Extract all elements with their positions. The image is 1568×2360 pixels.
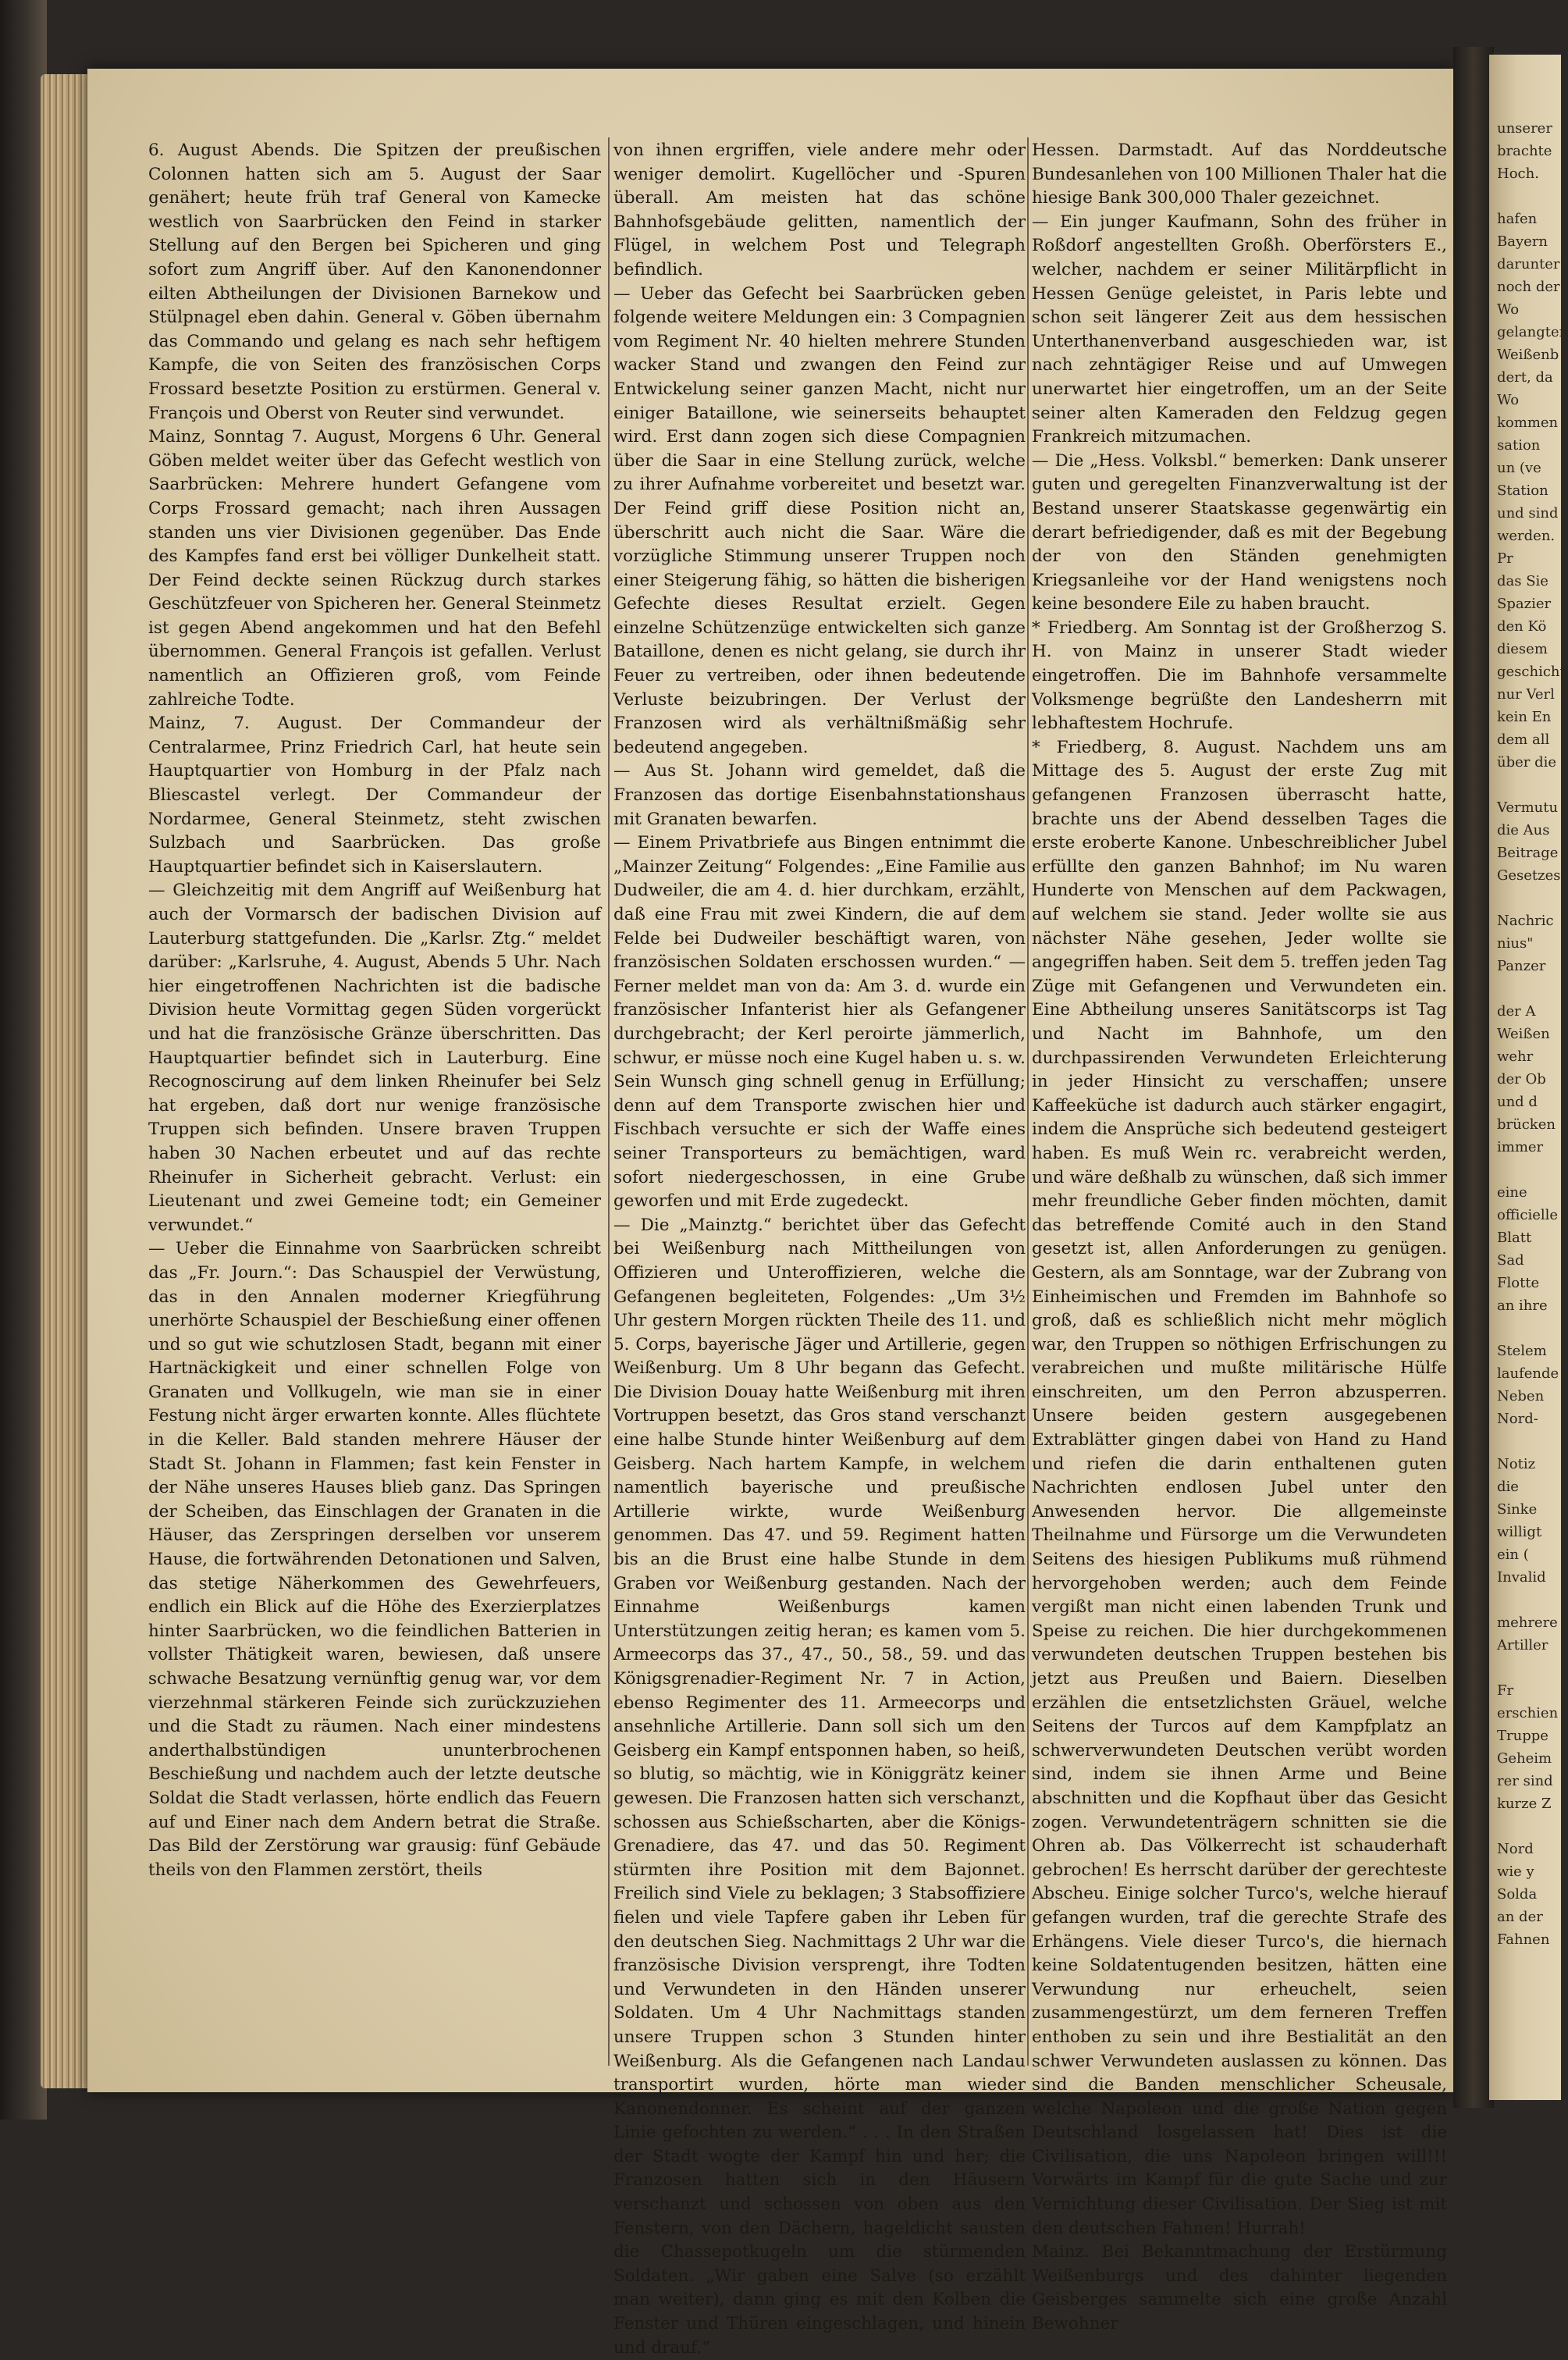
facing-page-fragment: über die — [1497, 754, 1557, 771]
facing-page-fragment: Sad — [1497, 1252, 1524, 1269]
article-paragraph: — Die „Hess. Volksbl.“ bemerken: Dank unserer guten und geregelten Finanzverwaltung ist der Bestand unserer Staatskasse gegenwärtig ein derart befriedigender, daß es mit der Begebung der von den Ständen genehmigten Kriegsanleihe vor der Hand wenigstens noch keine besondere Eile zu haben braucht. — [1032, 450, 1447, 614]
facing-page-fragment: unserer — [1497, 120, 1552, 137]
facing-page-fragment — [1497, 977, 1568, 1000]
article-paragraph: Mainz. Bei Bekanntmachung der Erstürmung Weißenburgs und des dahinter liegenden Geisberges sammelte sich eine große Anzahl Bewohner — [1032, 2242, 1447, 2334]
facing-page-fragment: Artiller — [1497, 1637, 1548, 1653]
facing-page-fragment: kein En — [1497, 709, 1552, 725]
book-gutter — [1453, 47, 1494, 2108]
facing-page-fragment: erschien — [1497, 1705, 1559, 1721]
facing-page-fragment: Geheim — [1497, 1750, 1552, 1767]
facing-page-fragment — [1497, 1589, 1568, 1611]
facing-page-fragment: der A — [1497, 1003, 1536, 1020]
article-paragraph: — Aus St. Johann wird gemeldet, daß die Franzosen das dortige Eisenbahnstationshaus mit Granaten bewarfen. — [613, 761, 1026, 829]
facing-page-fragment: laufende — [1497, 1365, 1559, 1382]
facing-page-fragment: nius" — [1497, 935, 1534, 952]
facing-page-fragment: an ihre — [1497, 1297, 1548, 1314]
facing-page-fragment: wie y — [1497, 1863, 1534, 1880]
facing-page-fragment: Sinke — [1497, 1501, 1538, 1518]
article-paragraph: Mainz, 7. August. Der Commandeur der Centralarmee, Prinz Friedrich Carl, hat heute sein Hauptquartier von Homburg in der Pfalz nach Bliescastel verlegt. Der Commandeur der Nordarmee, General Steinmetz, steht zwischen Sulzbach und Saarbrücken. Das große Hauptquartier befindet sich in Kaiserslautern. — [148, 714, 601, 877]
facing-page-text — [1497, 117, 1568, 1951]
facing-page-fragment: dem all — [1497, 731, 1550, 748]
article-paragraph: — Ueber die Einnahme von Saarbrücken schreibt das „Fr. Journ.“: Das Schauspiel der Verwüstung, das in den Annalen moderner Kriegführung unerhörte Schauspiel der Beschießung einer offenen und so gut wie schutzlosen Stadt, begann mit einer Hartnäckigkeit und einer schnellen Folge von Granaten und Vollkugeln, wie man sie in einer Festung nicht ärger erwarten konnte. Alles flüchtete in die Keller. Bald standen mehrere Häuser der Stadt St. Johann in Flammen; fast kein Fenster in der Nähe unseres Hauses blieb ganz. Das Springen der Scheiben, das Einschlagen der Granaten in die Häuser, das Zerspringen derselben vor unserem Hause, die fortwährenden Detonationen und Salven, das stetige Näherkommen des Gewehrfeuers, endlich ein Blick auf die Höhe des Exerzierplatzes hinter Saarbrücken, wo die feindlichen Batterien in vollster Thätigkeit waren, bewiesen, daß unsere schwache Besatzung vernünftig genug war, vor dem vierzehnmal stärkeren Feinde sich zurückzuziehen und die Stadt zu räumen. Nach einer mindestens anderthalbstündigen ununterbrochenen Beschießung und nachdem auch der letzte deutsche Soldat die Stadt verlassen, hörte endlich das Feuern auf und Einer nach dem Andern betrat die Straße. Das Bild der Zerstörung war grausig: fünf Gebäude theils von den Flammen zerstört, theils — [148, 1239, 601, 1880]
facing-page-fragment: Blatt — [1497, 1230, 1532, 1246]
facing-page-fragment: mehrere — [1497, 1614, 1558, 1631]
facing-page-fragment — [1497, 774, 1568, 796]
facing-page-fragment: und d — [1497, 1094, 1538, 1110]
facing-page-fragment — [1497, 1159, 1568, 1181]
facing-page-fragment — [1497, 1815, 1568, 1838]
facing-page-fragment: darunter — [1497, 256, 1560, 272]
facing-page-fragment: Wo — [1497, 392, 1520, 408]
facing-page-fragment: Gesetzes — [1497, 867, 1561, 884]
facing-page-fragment: officielle — [1497, 1207, 1559, 1223]
article-paragraph: Hessen. Darmstadt. Auf das Norddeutsche Bundesanlehen von 100 Millionen Thaler hat die hiesige Bank 300,000 Thaler gezeichnet. — [1032, 141, 1447, 208]
book-spine — [0, 0, 47, 2120]
facing-page-fragment — [1497, 185, 1568, 208]
facing-page-fragment: Weißenb — [1497, 347, 1559, 363]
facing-page-fragment: willigt — [1497, 1524, 1542, 1540]
column-2 — [613, 139, 1026, 2360]
facing-page-fragment: Flotte — [1497, 1275, 1540, 1291]
column-1 — [148, 139, 601, 1882]
facing-page-fragment: die Aus — [1497, 822, 1550, 838]
facing-page-fragment: Weißen — [1497, 1026, 1550, 1042]
article-paragraph: — Ein junger Kaufmann, Sohn des früher in Roßdorf angestellten Großh. Oberförsters E., welcher, nachdem er seiner Militärpflicht in Hessen Genüge geleistet, in Paris lebte und schon seit längerer Zeit aus dem hessischen Unterthanenverband ausgeschieden war, ist nach zehntägiger Reise und auf Umwegen unerwartet hier eingetroffen, um an der Seite seiner alten Kameraden den Feldzug gegen Frankreich mitzumachen. — [1032, 212, 1447, 447]
article-paragraph: 6. August Abends. Die Spitzen der preußischen Colonnen hatten sich am 5. August der Saar genähert; heute früh traf General von Kamecke westlich von Saarbrücken den Feind in starker Stellung auf den Bergen bei Spicheren und ging sofort zum Angriff über. Auf den Kanonendonner eilten Abtheilungen der Divisionen Barnekow und Stülpnagel eben dahin. General v. Göben übernahm das Commando und gelang es nach sehr heftigem Kampfe, die von Seiten des französischen Corps Frossard besetzte Position zu erstürmen. General v. François und Oberst von Reuter sind verwundet. — [148, 141, 601, 423]
facing-page-fragment — [1497, 1430, 1568, 1453]
facing-page-fragment: kurze Z — [1497, 1796, 1552, 1812]
facing-page-fragment: eine — [1497, 1184, 1527, 1201]
facing-page-fragment: un (ve — [1497, 460, 1541, 476]
facing-page-fragment: Fr — [1497, 1682, 1514, 1699]
facing-page-fragment: rer sind — [1497, 1773, 1553, 1789]
article-paragraph: — Einem Privatbriefe aus Bingen entnimmt die „Mainzer Zeitung“ Folgendes: „Eine Familie aus Dudweiler, die am 4. d. hier durchkam, erzählt, daß eine Frau mit zwei Kindern, die auf dem Felde bei Dudweiler beschäftigt waren, von französischen Soldaten erschossen wurden.“ — Ferner meldet man von da: Am 3. d. wurde ein französischer Infanterist hier als Gefangener durchgebracht; der Kerl peroirte jämmerlich, schwur, er müsse noch eine Kugel haben u. s. w. Sein Wunsch ging schnell genug in Erfüllung; denn auf dem Transporte zwischen hier und Fischbach versuchte er sich der Waffe eines seiner Transporteurs zu bemächtigen, ward sofort niedergeschossen, in eine Grube geworfen und mit Erde zugedeckt. — [613, 833, 1026, 1212]
facing-page-fragment: Bayern — [1497, 233, 1548, 250]
facing-page-fragment: brachte — [1497, 143, 1552, 159]
facing-page-fragment: Fahnen — [1497, 1931, 1550, 1948]
facing-page-fragment: Station — [1497, 482, 1548, 499]
facing-page-fragment: und sind — [1497, 505, 1559, 521]
facing-page-fragment: wehr — [1497, 1048, 1534, 1065]
facing-page-fragment — [1497, 887, 1568, 909]
article-paragraph: * Friedberg, 8. August. Nachdem uns am Mittage des 5. August der erste Zug mit gefangenen Franzosen überrascht hatte, brachte uns der Abend desselben Tages die erste eroberte Kanone. Unbeschreiblicher Jubel erfüllte den ganzen Bahnhof; im Nu waren Hunderte von Menschen auf dem Packwagen, auf welchem sie stand. Jeder wollte sie aus nächster Nähe gesehen, Jeder wollte sie angegriffen haben. Seit dem 5. treffen jeden Tag Züge mit Gefangenen und Verwundeten ein. Eine Abtheilung unseres Sanitätscorps ist Tag und Nacht im Bahnhofe, um den durchpassirenden Verwundeten Erleichterung in jeder Hinsicht zu verschaffen; unsere Kaffeeküche ist dadurch auch stärker engagirt, indem die Ansprüche sich bedeutend gesteigert haben. Es muß Wein rc. verabreicht werden, und wäre deßhalb zu wünschen, daß sich immer mehr freundliche Geber finden möchten, damit das betreffende Comité auch in den Stand gesetzt ist, allen Anforderungen zu genügen. Gestern, als am Sonntage, war der Zubrang von Einheimischen und Fremden im Bahnhofe so groß, daß es schließlich nicht mehr möglich war, den Truppen so nöthigen Erfrischungen zu verabreichen und mußte militärische Hülfe einschreiten, um den Perron abzusperren. Unsere beiden gestern ausgegebenen Extrablätter gingen dabei von Hand zu Hand und riefen die darin enthaltenen guten Nachrichten endlosen Jubel unter den Anwesenden hervor. Die allgemeinste Theilnahme und Fürsorge um die Verwundeten Seitens des hiesigen Publikums muß rühmend hervorgehoben werden; auch dem Feinde vergißt man nicht einen labenden Trunk und Speise zu reichen. Die hier durchgekommenen verwundeten deutschen Truppen bestehen bis jetzt aus Preußen und Baiern. Dieselben erzählen die entsetzlichsten Gräuel, welche Seitens der Turcos auf dem Kampfplatz an schwerverwundeten Deutschen verübt worden sind, indem sie ihnen Arme und Beine abschnitten und die Kopfhaut über das Gesicht zogen. Verwundetenträgern schnitten sie die Ohren ab. Das Völkerrecht ist schauderhaft gebrochen! Es herrscht darüber der gerechteste Abscheu. Einige solcher Turco's, welche hierauf gefangen wurden, traf die gerechte Strafe des Erhängens. Viele dieser Turco's, die hiernach keine Soldatentugenden besitzen, hätten eine Verwundung nur erheuchelt, seien zusammengestürzt, um dem ferneren Treffen enthoben zu sein und ihre Bestialität an den schwer Verwundeten auslassen zu können. Das sind die Banden menschlicher Scheusale, welche Napoleon und die große Nation gegen Deutschland losgelassen hat! Dies ist die Civilisation, die uns Napoleon bringen will!!! Vorwärts im Kampf für die gute Sache und zur Vernichtung dieser Civilisation. Der Sieg ist mit den deutschen Fahnen! Hurrah! — [1032, 737, 1447, 2238]
facing-page-fragment: ein ( — [1497, 1547, 1529, 1563]
article-paragraph: * Friedberg. Am Sonntag ist der Großherzog S. H. von Mainz in unserer Stadt wieder eingetroffen. Die im Bahnhofe versammelte Volksmenge begrüßte den Landesherrn mit lebhaftestem Hochrufe. — [1032, 618, 1447, 734]
facing-page-fragment: Beitrage — [1497, 845, 1559, 861]
facing-page-fragment: geschicht — [1497, 664, 1566, 680]
facing-page-fragment: diesem — [1497, 641, 1548, 657]
facing-page-fragment: Hoch. — [1497, 166, 1539, 182]
facing-page-fragment — [1497, 1657, 1568, 1679]
facing-page-fragment: kommen — [1497, 415, 1559, 431]
facing-page-fragment: die — [1497, 1479, 1519, 1495]
facing-page-fragment: Nord- — [1497, 1411, 1538, 1427]
facing-page-fragment: an der — [1497, 1909, 1543, 1925]
facing-page-fragment: werden. — [1497, 528, 1556, 544]
facing-page-fragment: Notiz — [1497, 1456, 1536, 1472]
facing-page-fragment: den Kö — [1497, 618, 1547, 635]
article-paragraph: — Gleichzeitig mit dem Angriff auf Weißenburg hat auch der Vormarsch der badischen Division auf Lauterburg stattgefunden. Die „Karlsr. Ztg.“ meldet darüber: „Karlsruhe, 4. August, Abends 5 Uhr. Nach hier eingetroffenen Nachrichten ist die badische Division heute Vormittag gegen Süden vorgerückt und hat die französische Gränze überschritten. Das Hauptquartier befindet sich in Lauterburg. Eine Recognoscirung auf dem linken Rheinufer bei Selz hat ergeben, daß dort nur wenige französische Truppen sich befinden. Unsere braven Truppen haben 30 Nachen erbeutet und auf das rechte Rheinufer in Sicherheit gebracht. Verlust: ein Lieutenant und zwei Gemeine todt; ein Gemeiner verwundet.“ — [148, 881, 601, 1235]
facing-page-fragment: noch der — [1497, 279, 1560, 295]
facing-page-fragment: Truppe — [1497, 1728, 1548, 1744]
facing-page-fragment: Wo — [1497, 301, 1520, 318]
article-paragraph: von ihnen ergriffen, viele andere mehr oder weniger demolirt. Kugellöcher und -Spuren überall. Am meisten hat das schöne Bahnhofsgebäude gelitten, namentlich der Flügel, in welchem Post und Telegraph befindlich. — [613, 141, 1026, 279]
facing-page-fragment: gelangten — [1497, 324, 1568, 340]
facing-page-fragment: Invalid — [1497, 1569, 1546, 1586]
facing-page-fragment: Vermutu — [1497, 799, 1559, 816]
facing-page-fragment: hafen — [1497, 211, 1538, 227]
facing-page-fragment: nur Verl — [1497, 686, 1555, 703]
facing-page-fragment: Stelem — [1497, 1343, 1547, 1359]
article-paragraph: — Die „Mainztg.“ berichtet über das Gefecht bei Weißenburg nach Mittheilungen von Offizieren und Unteroffizieren, welche die Gefangenen begleiteten, Folgendes: „Um 3½ Uhr gestern Morgen rückten Theile des 11. und 5. Corps, bayerische Jäger und Artillerie, gegen Weißenburg. Um 8 Uhr begann das Gefecht. Die Division Douay hatte Weißenburg mit ihren Vortruppen besetzt, das Gros stand verschanzt eine halbe Stunde hinter Weißenburg auf dem Geisberg. Nach hartem Kampfe, in welchem namentlich bayerische und preußische Artillerie wirkte, wurde Weißenburg genommen. Das 47. und 59. Regiment hatten bis an die Brust eine halbe Stunde in dem Graben vor Weißenburg gestanden. Nach der Einnahme Weißenburgs kamen Unterstützungen zeitig heran; es kamen vom 5. Armeecorps das 37., 47., 50., 58., 59. und das Königsgrenadier-Regiment Nr. 7 in Action, ebenso Regimenter des 11. Armeecorps und ansehnliche Artillerie. Dann soll sich um den Geisberg ein Kampf entsponnen haben, so heiß, so blutig, so mächtig, wie in Königgrätz keiner gewesen. Die Franzosen hatten sich verschanzt, schossen aus Schießscharten, aber die Königs-Grenadiere, das 47. und das 50. Regiment stürmten ihre Position mit dem Bajonnet. Freilich sind Viele zu beklagen; 3 Stabsoffiziere fielen und viele Tapfere gaben ihr Leben für den deutschen Sieg. Nachmittags 2 Uhr war die französische Division versprengt, ihre Todten und Verwundeten in den Händen unserer Soldaten. Um 4 Uhr Nachmittags standen unsere Truppen schon 3 Stunden hinter Weißenburg. Als die Gefangenen nach Landau transportirt wurden, hörte man wieder Kanonendonner. Es scheint auf der ganzen Linie gefochten zu werden.“ . . . In den Straßen der Stadt wogte der Kampf hin und her; die Franzosen hatten sich in den Häusern verschanzt und schossen von oben aus den Fenstern, von den Dächern, hageldicht sausten die Chassepotkugeln um die stürmenden Soldaten. „Wir gaben eine Salve (so erzählt man weiter), dann ging es mit den Kolben die Fenster und Thüren eingeschlagen, und hinein und drauf.“ — [613, 1215, 1026, 2358]
facing-page-fragment: Panzer — [1497, 958, 1546, 974]
facing-page-fragment: Pr — [1497, 550, 1513, 567]
facing-page-fragment: Nachric — [1497, 913, 1554, 929]
facing-page-fragment: sation — [1497, 437, 1541, 454]
facing-page-fragment: brücken — [1497, 1116, 1556, 1133]
facing-page-fragment: dert, da — [1497, 369, 1553, 386]
facing-page-fragment: Spazier — [1497, 596, 1552, 612]
facing-page-fragment — [1497, 1317, 1568, 1340]
facing-page-fragment: das Sie — [1497, 573, 1548, 589]
facing-page-fragment: Nord — [1497, 1841, 1534, 1857]
column-3 — [1032, 139, 1447, 2337]
column-rule — [608, 137, 610, 2066]
facing-page-fragment: Neben — [1497, 1388, 1545, 1404]
facing-page-fragment: Solda — [1497, 1886, 1538, 1903]
facing-page-fragment: der Ob — [1497, 1071, 1546, 1087]
article-paragraph: Mainz, Sonntag 7. August, Morgens 6 Uhr. General Göben meldet weiter über das Gefecht westlich von Saarbrücken: Mehrere hundert Gefangene vom Corps Frossard gemacht; nach ihren Aussagen standen uns vier Divisionen gegenüber. Das Ende des Kampfes fand erst bei völliger Dunkelheit statt. Der Feind deckte seinen Rückzug durch starkes Geschützfeuer von Spicheren her. General Steinmetz ist gegen Abend angekommen und hat den Befehl übernommen. General François ist gefallen. Verlust namentlich an Offizieren groß, vom Feinde zahlreiche Todte. — [148, 427, 601, 710]
column-rule — [1027, 137, 1029, 2066]
article-paragraph: — Ueber das Gefecht bei Saarbrücken geben folgende weitere Meldungen ein: 3 Compagnien vom Regiment Nr. 40 hielten mehrere Stunden wacker Stand und zwangen den Feind zur Entwickelung seiner ganzen Macht, nicht nur einiger Bataillone, wie seinerseits behauptet wird. Erst dann zogen sich diese Compagnien über die Saar in eine Stellung zurück, welche zu ihrer Aufnahme vorbereitet und besetzt war. Der Feind griff diese Position nicht an, überschritt auch nicht die Saar. Wäre die vorzügliche Stimmung unserer Truppen noch einer Steigerung fähig, so hätten die bisherigen Gefechte dieses Resultat erzielt. Gegen einzelne Schützenzüge entwickelten sich ganze Bataillone, denen es nicht gelang, sie durch ihr Feuer zu vertreiben, oder ihnen bedeutende Verluste beizubringen. Der Verlust der Franzosen wird als verhältnißmäßig sehr bedeutend angegeben. — [613, 283, 1026, 757]
facing-page-fragment: immer — [1497, 1139, 1544, 1155]
